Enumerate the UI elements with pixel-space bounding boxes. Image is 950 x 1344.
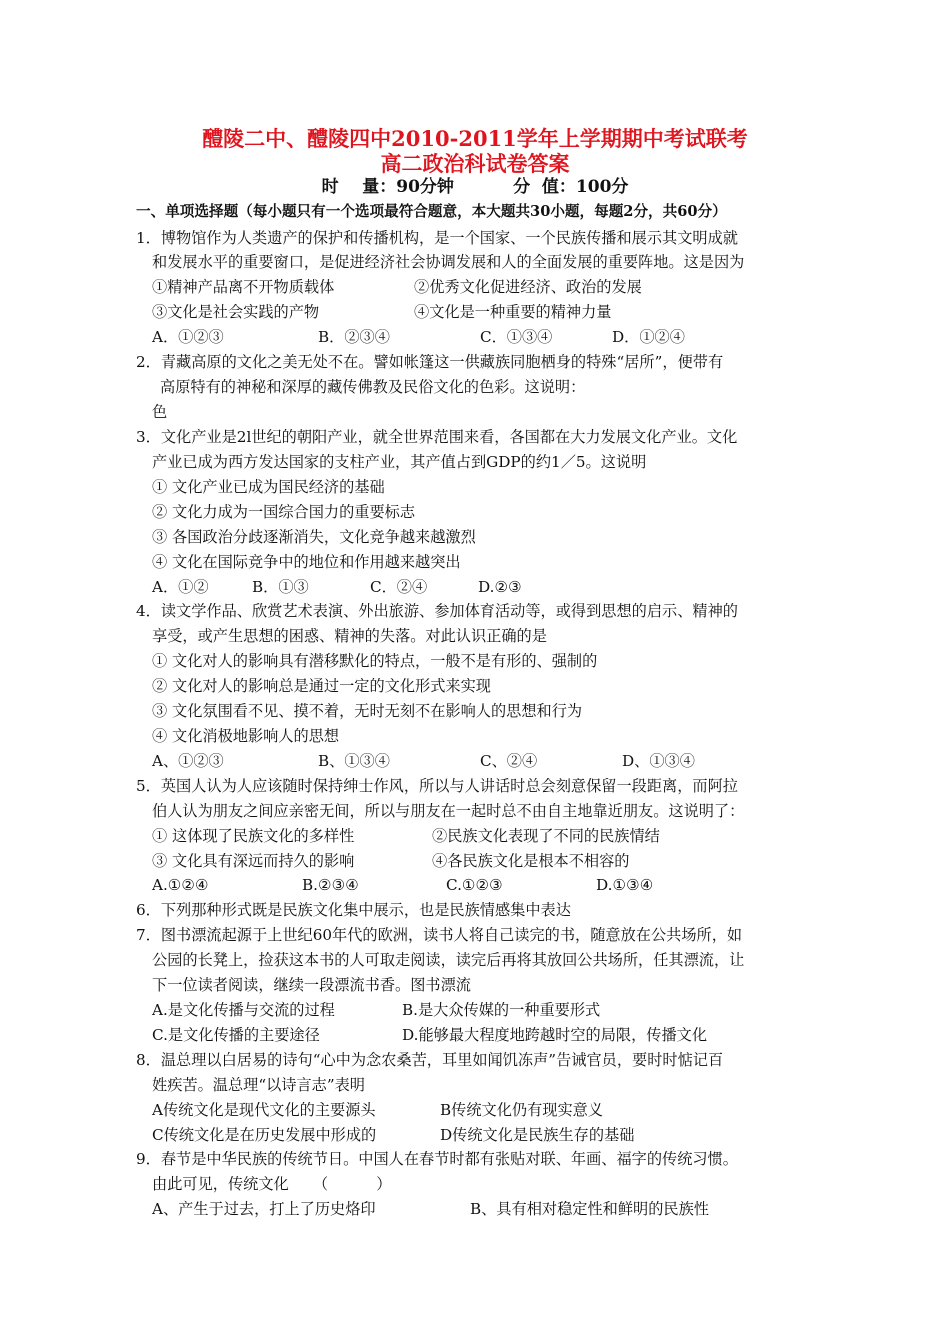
question-1-item-3: ③文化是社会实践的产物 [152,303,320,321]
question-5-option-a: A.①②④ [152,876,209,894]
question-5-option-b: B.②③④ [302,876,359,894]
question-9-option-b: B、具有相对稳定性和鲜明的民族性 [470,1200,709,1218]
question-9-option-a: A、产生于过去，打上了历史烙印 [152,1200,376,1218]
question-3-stem-cont: 产业已成为西方发达国家的支柱产业，其产值占到GDP的约1／5。这说明 [152,453,647,471]
question-3-item-3: ③ 各国政治分歧逐渐消失，文化竞争越来越激烈 [152,528,476,546]
question-7-stem-tail: 下一位读者阅读，继续一段漂流书香。图书漂流 [152,976,471,994]
question-8-option-d: D传统文化是民族生存的基础 [440,1126,635,1144]
question-7-option-a: A.是文化传播与交流的过程 [152,1001,335,1019]
question-4-item-3: ③ 文化氛围看不见、摸不着，无时无刻不在影响人的思想和行为 [152,702,583,720]
question-4-option-b: B、①③④ [318,752,390,770]
question-4-stem: 4．读文学作品、欣赏艺术表演、外出旅游、参加体育活动等，或得到思想的启示、精神的 [136,602,738,620]
question-5-option-c: C.①②③ [446,876,503,894]
question-1-option-b: B．②③④ [318,328,390,346]
question-6-stem: 6．下列那种形式既是民族文化集中展示，也是民族情感集中表达 [136,901,571,919]
question-3-item-4: ④ 文化在国际竞争中的地位和作用越来越突出 [152,553,461,571]
time-label: 时 量：90分钟 [321,177,454,197]
question-1-option-c: C．①③④ [480,328,553,346]
question-4-option-d: D、①③④ [622,752,695,770]
question-1-stem-cont: 和发展水平的重要窗口，是促进经济社会协调发展和人的全面发展的重要阵地。这是因为 [152,253,745,271]
question-2-stem-tail: 色 [152,403,168,421]
question-7-option-c: C.是文化传播的主要途径 [152,1026,320,1044]
question-9-stem-cont: 由此可见，传统文化 （ ） [152,1175,392,1193]
question-1-item-4: ④文化是一种重要的精神力量 [414,303,612,321]
question-8-option-c: C传统文化是在历史发展中形成的 [152,1126,377,1144]
question-3-option-d: D.②③ [478,578,522,596]
question-8-option-a: A传统文化是现代文化的主要源头 [152,1101,376,1119]
question-5-stem-cont: 伯人认为朋友之间应亲密无间，所以与朋友在一起时总不由自主地靠近朋友。这说明了： [152,802,745,820]
section-heading: 一、单项选择题（每小题只有一个选项最符合题意，本大题共30小题，每题2分，共60分） [136,203,727,220]
question-2-stem: 2．青藏高原的文化之美无处不在。譬如帐篷这一供藏族同胞栖身的特殊“居所”，便带有 [136,353,724,371]
question-3-stem: 3．文化产业是2l世纪的朝阳产业，就全世界范围来看，各国都在大力发展文化产业。文化 [136,428,738,446]
question-3-option-a: A．①② [152,578,209,596]
question-3-item-1: ① 文化产业已成为国民经济的基础 [152,478,385,496]
question-8-stem-cont: 姓疾苦。温总理“以诗言志”表明 [152,1076,365,1094]
question-5-item-3: ③ 文化具有深远而持久的影响 [152,852,355,870]
exam-subtitle: 高二政治科试卷答案 [380,151,570,176]
question-1-item-1: ①精神产品离不开物质载体 [152,278,335,296]
question-4-option-a: A、①②③ [152,752,224,770]
score-label: 分 值：100分 [513,177,629,197]
question-5-item-4: ④各民族文化是根本不相容的 [432,852,630,870]
question-7-stem: 7．图书漂流起源于上世纪60年代的欧洲，读书人将自己读完的书，随意放在公共场所，如 [136,926,743,944]
question-1-item-2: ②优秀文化促进经济、政治的发展 [414,278,642,296]
question-2-stem-cont: 高原特有的神秘和深厚的藏传佛教及民俗文化的色彩。这说明： [160,378,586,396]
question-7-stem-cont: 公园的长凳上，捡获这本书的人可取走阅读，读完后再将其放回公共场所，任其漂流，让 [152,951,745,969]
question-4-stem-cont: 享受，或产生思想的困惑、精神的失落。对此认识正确的是 [152,627,547,645]
question-7-option-d: D.能够最大程度地跨越时空的局限，传播文化 [402,1026,708,1044]
exam-meta [0,176,950,198]
question-3-option-b: B．①③ [252,578,309,596]
question-4-item-4: ④ 文化消极地影响人的思想 [152,727,340,745]
question-5-stem: 5．英国人认为人应该随时保持绅士作风，所以与人讲话时总会刻意保留一段距离，而阿拉 [136,777,738,795]
question-8-stem: 8．温总理以白居易的诗句“心中为念农桑苦，耳里如闻饥冻声”告诫官员，要时时惦记百 [136,1051,724,1069]
question-3-option-c: C．②④ [370,578,428,596]
question-5-option-d: D.①③④ [596,876,654,894]
question-7-option-b: B.是大众传媒的一种重要形式 [402,1001,601,1019]
question-4-item-1: ① 文化对人的影响具有潜移默化的特点，一般不是有形的、强制的 [152,652,598,670]
question-1-option-d: D．①②④ [612,328,685,346]
question-5-item-1: ① 这体现了民族文化的多样性 [152,827,355,845]
question-1-option-a: A．①②③ [152,328,224,346]
question-4-item-2: ② 文化对人的影响总是通过一定的文化形式来实现 [152,677,491,695]
question-3-item-2: ② 文化力成为一国综合国力的重要标志 [152,503,416,521]
question-9-stem: 9．春节是中华民族的传统节日。中国人在春节时都有张贴对联、年画、福字的传统习惯。 [136,1150,738,1168]
question-1-stem: 1．博物馆作为人类遗产的保护和传播机构，是一个国家、一个民族传播和展示其文明成就 [136,229,738,247]
exam-title: 醴陵二中、醴陵四中2010-2011学年上学期期中考试联考 [202,126,748,151]
question-8-option-b: B传统文化仍有现实意义 [440,1101,604,1119]
question-5-item-2: ②民族文化表现了不同的民族情结 [432,827,660,845]
question-4-option-c: C、②④ [480,752,538,770]
